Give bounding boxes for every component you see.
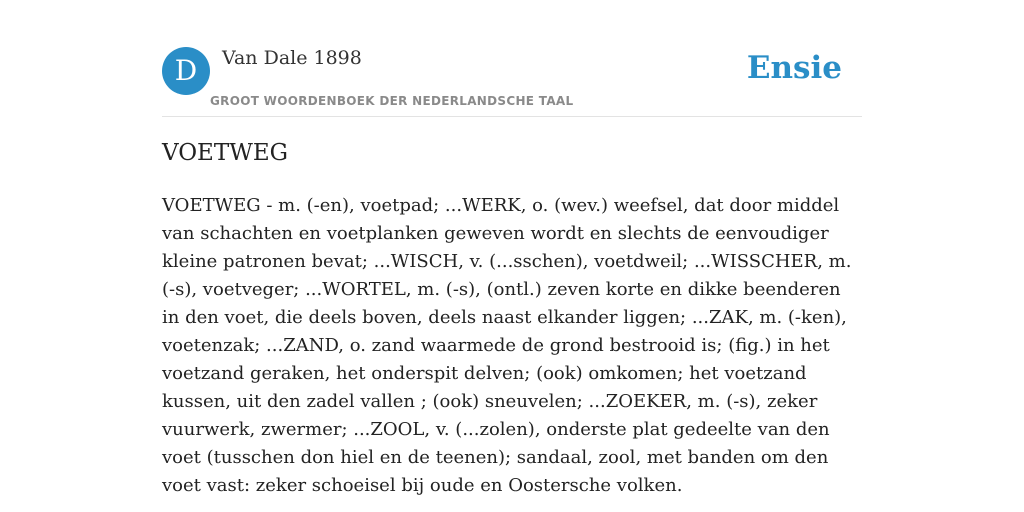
ensie-logo[interactable]: Ensie bbox=[746, 50, 842, 86]
source-subtitle: GROOT WOORDENBOEK DER NEDERLANDSCHE TAAL bbox=[210, 94, 574, 108]
source-title[interactable]: Van Dale 1898 bbox=[222, 47, 362, 69]
source-header bbox=[162, 44, 862, 117]
entry-definition: VOETWEG - m. (-en), voetpad; ...WERK, o. (wev.) weefsel, dat door middel van schachten en voetplanken geweven wordt en slechts de eenvoudiger kleine patronen bevat; ...WISCH, v. (...sschen), voetdweil; ...WISSCHER, m. (-s), voetveger; ...WORTEL, m. (-s), (ontl.) zeven korte en dikke beenderen in den voet, die deels boven, deels naast elkander liggen; ...ZAK, m. (-ken), voetenzak; ...ZAND, o. zand waarmede de grond bestrooid is; (fig.) in het voetzand geraken, het onderspit delven; (ook) omkomen; het voetzand kussen, uit den zadel vallen ; (ook) sneuvelen; ...ZOEKER, m. (-s), zeker vuurwerk, zwermer; ...ZOOL, v. (...zolen), onderste plat gedeelte van den voet (tusschen don hiel en de teenen); sandaal, zool, met banden om den voet vast: zeker schoeisel bij oude en Oostersche volken. bbox=[162, 195, 852, 496]
entry-headword: VOETWEG bbox=[162, 140, 288, 166]
source-logo[interactable]: D bbox=[162, 47, 210, 95]
